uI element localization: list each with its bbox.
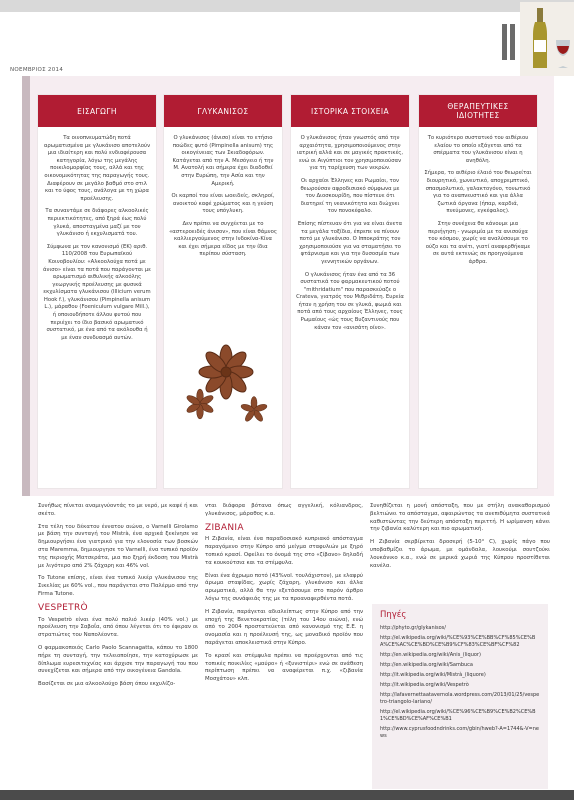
paragraph: Συνήθως πίνεται αναμιγνύοντάς το με νερό, με καφέ ή και σκέτο.: [38, 503, 198, 517]
section-heading-zibania: ZIBANIA: [205, 522, 244, 533]
star-anise-icon: [180, 332, 272, 424]
paragraph: Σύμφωνα με τον κανονισμό (ΕΚ) αριθ. 110/2008 του Ευρωπαϊκού Κοινοβουλίου: «Αλκοολούχα ποτά με άνισο» είναι τα ποτά που παράγονται με αρωματισμό αιθυλικής αλκοόλης γεωργικής προέλευσης με φυσικά εκχυλίσματα γλυκάνισου (Illicium verum Hook f.), γλυκάνισου (Pimpinella anisum L.), μάραθου (Foeniculum vulgare Mill.), ή οποιουδήποτε άλλου φυτού που περιέχει το ίδιο βασικό αρωματικό συστατικό, με ένα από τα ακόλουθα ή με έναν συνδυασμό αυτών.: [43, 243, 151, 341]
column-history: [290, 94, 410, 489]
source-link[interactable]: http://www.cyprusfoodndrinks.com/gbin/hweb?-A=1744&-V=news: [380, 726, 539, 739]
page-number-bar: [510, 24, 515, 60]
paragraph: Σήμερα, το αιθέριο έλαιό του θεωρείται διουρητικό, χωνευτικό, αποχρεμπτικό, σπασμολυτικό, γαλακτογόνο, τονωτικό για το αναπνευστικό και για άλλα ζωτικά όργανα (ήπαρ, καρδιά, πνεύμονες, εγκέφαλος).: [424, 170, 532, 215]
sources-box: [372, 604, 548, 789]
column-anise: [163, 94, 283, 489]
source-link[interactable]: http://el.wikipedia.org/wiki/%CE%96%CE%B9%CE%B2%CE%B1%CE%BD%CE%AF%CE%B1: [380, 709, 536, 722]
paragraph: Δεν πρέπει να συγχέεται με το «αστεροειδές άνισον», που είναι θάμνος καλλιεργούμενος στην Ινδοκίνα-Κίνα και έχει σήμερα είδος με την ίδια περίπου σύσταση.: [169, 220, 277, 258]
paragraph: Το Tutone επίσης, είναι ένα τυπικό λικέρ γλυκάνισου της Σικελίας με 60% vol., που παράγεται στο Παλέρμο από την Firma Tutone.: [38, 575, 198, 597]
source-link[interactable]: http://phyto.gr/glykanisos/: [380, 625, 446, 631]
source-link[interactable]: http://en.wikipedia.org/wiki/Sambuca: [380, 662, 473, 668]
column-heading: ΕΙΣΑΓΩΓΗ: [38, 95, 156, 127]
top-band: [0, 0, 574, 12]
column-text: [424, 135, 532, 272]
paragraph: Ο γλυκάνισος ήταν ένα από τα 36 συστατικά του φαρμακευτικού ποτού "mithridatium" που παρασκεύαζε ο Crateva, γιατρός του Μιθριδάτη. Ευρεία ήταν η χρήση του σε γλυκά, ψωμιά και ποτά από τους αρχαίους Έλληνες, τους Ρωμαίους «ώς τους Βυζαντινούς που κάναν τον «ανισάτη οίνο».: [296, 271, 404, 331]
paragraph: Η Ζιβανία, παράγεται αδιαλείπτως στην Κύπρο από την εποχή της Βενετοκρατίας (τέλη του 14ου αιώνα), ενώ από το 2004 προστατεύεται από κανονισμό της Ε.Ε. η ονομασία και η προέλευσή της, ως μοναδικό προϊόν που παράγεται αποκλειστικά στην Κύπρο.: [205, 608, 363, 646]
paragraph: Τα συναντάμε σε διάφορες αλκοολικές περιεκτικότητες, από ξηρά έως πολύ γλυκά, αποσταγμένα μαζί με τον γλυκάνισο ή εκχυλισματά του.: [45, 208, 149, 238]
paragraph: Το κρασί και στέμφυλα πρέπει να προέρχονται από τις τοπικές ποικιλίες «μαύρο» ή «ξυνιστέρι» ενώ σε ανάθεση περίπτωση πρέπει να αναφέρεται π.χ. «ζιβανία Μοσχάτου» κλπ.: [205, 652, 363, 683]
paragraph: Είναι ένα άχρωμο ποτό (43%vol. τουλάχιστον), με ελαφρύ άρωμα σταφίδας, χωρίς ζάχαρη, γλυκάνισο και άλλα αρωματικά, αλλά θα την εξετάσουμε στο παρόν άρθρο λόγω της συνάφειάς της με τα προαναφερθέντα ποτά.: [205, 572, 363, 602]
panel-edge: [22, 76, 30, 496]
paragraph: Το κυριότερο συστατικό του αιθέριου ελαίου το οποίο εξάγεται από τα σπέρματα του γλυκάνισου είναι η ανηθόλη.: [427, 135, 529, 164]
source-link[interactable]: http://el.wikipedia.org/wiki/%CE%93%CE%BB%CF%85%CE%BA%CE%AC%CE%BD%CE%B9%CF%83%CE%BF%CF%82: [380, 635, 536, 648]
column-heading: ΙΣΤΟΡΙΚΑ ΣΤΟΙΧΕΙΑ: [291, 95, 409, 127]
column-text: [169, 135, 277, 264]
paragraph: Το Vespetrò είναι ένα πολύ παλιό λικέρ (40% vol.) με προέλευση την Σαβοΐα, από όπου λέγεται ότι το έφεραν οι στρατιώτες του Ναπολέοντα.: [38, 616, 198, 639]
paragraph: Οι αρχαίοι Έλληνες και Ρωμαίοι, τον θεωρούσαν αφροδισιακό σύμφωνα με τον Διοσκουρίδη, που πίστευε ότι διατηρεί τη νεανικότητα και διώχνει τον πονοκέφαλο.: [300, 177, 400, 215]
column-heading: ΓΛΥΚΑΝΙΣΟΣ: [164, 95, 282, 127]
column-heading: ΘΕΡΑΠΕΥΤΙΚΕΣ ΙΔΙΟΤΗΤΕΣ: [419, 95, 537, 127]
bottom-band: [0, 790, 574, 800]
column-introduction: [37, 94, 157, 489]
paragraph: Συνηθίζεται η μονή απόσταξη, που με στήλη ανακαθορισμού βελτιώνει το απόσταγμα, αφαιρώντας τα ανεπιθύμητα συστατικά καθιστώντας την δεύτερη απόσταξη περιττή. Η ωρίμανση κάνει την ζιβανία καλύτερη και πιο αρωματική.: [370, 503, 550, 533]
lower-column-1: [38, 503, 198, 694]
paragraph: Η Ζιβανία σερβίρεται δροσερή (5-10° C), χωρίς πάγο που υποβαθμίζει το άρωμα, με ομάνδαλα, λουκούμι σουτζούκι λουκάνικο κ.α., ενώ σε μερικά χωριά της Κύπρου προστίθεται κανέλα.: [370, 539, 550, 569]
paragraph: Τα οινοπνευματώδη ποτά αρωματισμένα με γλυκάνισο αποτελούν μια ιδιαίτερη και πολύ ενδιαφέρουσα κατηγορία, λόγω της μεγάλης ποικιλομορφίας τους, αλλά και της οικονομικότητας της παραγωγής τους. Διαφέρουν σε μεγάλο βαθμό στο στιλ και το ύφος τους, ανάλογα με τη χώρα προέλευσης.: [43, 135, 151, 202]
column-text: [43, 135, 151, 347]
section-heading-vespetro: VESPETRÒ: [38, 602, 88, 613]
source-link[interactable]: http://it.wikipedia.org/wiki/Vespetrò: [380, 682, 469, 688]
issue-date: ΝΟΕΜΒΡΙΟΣ 2014: [10, 67, 64, 73]
lower-column-2: [205, 503, 363, 689]
paragraph: Η Ζιβανία, είναι ένα παραδοσιακό κυπριακό απόσταγμα παραγόμενο στην Κύπρο από μείγμα σταφυλιών με ξηρό τοπικό κρασί. Οφείλει το όνομά της στο «ζίβανο» δηλαδή τα κουκούτσια και τα στέμφυλα.: [205, 536, 363, 566]
paragraph: Στην συνέχεια θα κάνουμε μια περιήγηση - γνωριμία με τα ανισούχα του κόσμου, χωρίς να αναλύσουμε το ούζο και τα ανέτι, γιατί αναφερθήκαμε σε αυτά εκτενώς σε προηγούμενα άρθρα.: [425, 220, 531, 265]
paragraph: Ο φαρμακοποιός Carlo Paolo Scannagatta, κάπου το 1800 πήρε τη συνταγή, την τελειοποίησε, την κατοχύρωσε με δίπλωμα ευρεσιτεχνίας και άρχισε την παραγωγή του που συνεχίζεται και σήμερα από την οικογένεια Gandola.: [38, 644, 198, 675]
paragraph: Βασίζεται σε μια αλκοολούχο βάση όπου εκχυλίζο-: [38, 681, 176, 688]
paragraph: νται διάφορα βότανα όπως αγγελική, κόλιανδρος, γλυκάνισος, μάραθος κ.α.: [205, 503, 363, 517]
paragraph: Ο γλυκάνισος (άνισο) είναι το ετήσιο ποώδες φυτό (Pimpinella anisum) της οικογένειας των Σκιαδοφόρων. Κατάγεται από την Α. Μεσόγειο ή την Μ. Ανατολή και σήμερα έχει διαδοθεί στην Ευρώπη, την Ασία και την Αμερική.: [172, 135, 274, 187]
wine-bottle-glass-icon: [520, 2, 574, 76]
sources-heading: Πηγές: [380, 610, 407, 620]
page-number-bar: [502, 24, 507, 60]
paragraph: Επίσης πίστευαν ότι για να είναι άνετα τα μεγάλα τοξίδια, έπρεπε να πίνουν ποτό με γλυκάνισο. Ο Ιπποκράτης τον χρησιμοποιούσε για να σταματήσει το φτάρνισμα και για την δυσοσμία των γεννητικών οργάνων.: [297, 220, 403, 265]
paragraph: Οι καρποί του είναι ωοειδείς, σκληροί, ανοικτού καφέ χρώματος και η γεύση τους υπόγλυκη.: [171, 193, 275, 215]
paragraph: Ο γλυκάνισος ήταν γνωστός από την αρχαιότητα, χρησιμοποιούμενος στην ιατρική αλλά και σε μαγικές πρακτικές, ενώ οι Αιγύπτιοι τον χρησιμοποιούσαν για τη ταρίχευση των νεκρών.: [296, 135, 404, 172]
lower-column-3: [370, 503, 550, 575]
column-text: [296, 135, 404, 337]
source-link[interactable]: http://en.wikipedia.org/wiki/Anis_(liquor): [380, 652, 481, 658]
column-therapeutic: [418, 94, 538, 489]
source-link[interactable]: http://it.wikipedia.org/wiki/Mistrà_(liquore): [380, 672, 486, 678]
source-link[interactable]: http://lafavernettaatavernola.wordpress.com/2013/01/25/vespetro-triangolo-lariano/: [380, 692, 540, 705]
paragraph: Στα τέλη του δέκατου έννατου αιώνα, ο Varnelli Girolamo με βάση την συνταγή του Mistrà, ένα αρχικά ξεκίνησε να δημιουργήσει ένα γιατρικό για την ελονοσία των βοσκών στα Maremma, δημιουργησε το Varnelli, ένα τυπικό προϊόν της περιοχής Ματσεράτα, μια πιο ξηρή έκδοση του Mistrà με λιγότερο από 2% ζάχαρη και 46% vol.: [38, 523, 198, 569]
